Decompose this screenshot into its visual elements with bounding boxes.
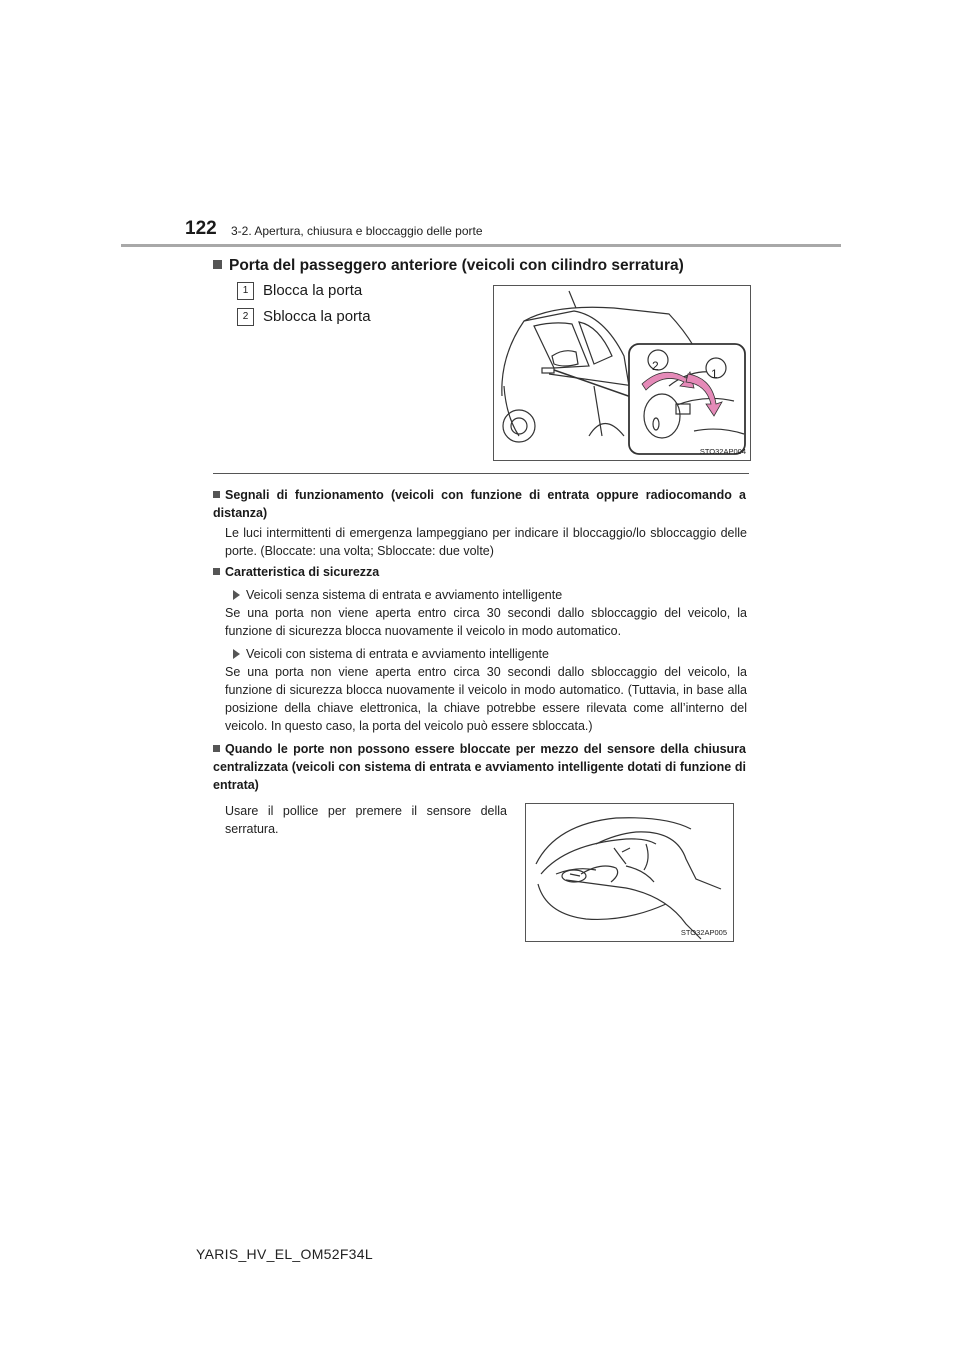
section-header-title: 3-2. Apertura, chiusura e bloccaggio delle porte	[231, 224, 483, 238]
note-heading-sensor	[213, 740, 746, 794]
note-heading-safety	[213, 563, 746, 581]
note-body-safety-2: Se una porta non viene aperta entro circa 30 secondi dallo sbloccaggio del veicolo, la funzione di sicurezza blocca nuovamente il veicolo in modo automatico. (Tuttavia, in base alla posizione della chiave elettronica, la chiave potrebbe essere rilevata come all’interno del veicolo. In questo caso, la porta del veicolo può essere sbloccata.)	[225, 665, 747, 733]
section-heading-text: Porta del passeggero anteriore (veicoli con cilindro serratura)	[229, 257, 684, 274]
callout-label: 2	[652, 359, 659, 373]
hand-door-handle-icon	[526, 804, 733, 941]
step-label: Sblocca la porta	[263, 308, 371, 325]
callout-label: 1	[711, 367, 718, 381]
note-heading-signals	[213, 486, 746, 522]
condition-with-smart-entry	[233, 645, 549, 663]
square-bullet-icon	[213, 260, 222, 269]
note-body-sensor: Usare il pollice per premere il sensore della serratura.	[225, 804, 507, 836]
note-body-signals: Le luci intermittenti di emergenza lampeggiano per indicare il bloccaggio/lo sbloccaggio delle porte. (Bloccate: una volta; Sbloccate: due volte)	[225, 526, 747, 558]
step-label: Blocca la porta	[263, 282, 363, 299]
condition-without-smart-entry	[233, 586, 562, 604]
figure-code: STO32AP005	[680, 928, 727, 937]
square-bullet-icon	[213, 491, 220, 498]
note-heading-text: Caratteristica di sicurezza	[225, 565, 380, 579]
footer-model-code: YARIS_HV_EL_OM52F34L	[196, 1246, 373, 1262]
step-lock	[237, 282, 362, 300]
section-heading	[213, 257, 684, 275]
lock-sensor-illustration	[525, 803, 734, 942]
triangle-bullet-icon	[233, 590, 240, 600]
step-number-badge: 1	[237, 282, 254, 300]
door-key-cylinder-illustration	[493, 285, 751, 461]
page-number: 122	[185, 218, 217, 239]
condition-label: Veicoli senza sistema di entrata e avviamento intelligente	[246, 588, 563, 602]
figure-code: STO32AP004	[699, 447, 746, 456]
note-heading-text: Segnali di funzionamento (veicoli con funzione di entrata oppure radiocomando a distanza)	[213, 488, 746, 520]
header-divider	[121, 244, 841, 247]
step-unlock	[237, 308, 371, 326]
condition-label: Veicoli con sistema di entrata e avviamento intelligente	[246, 647, 549, 661]
note-heading-text: Quando le porte non possono essere bloccate per mezzo del sensore della chiusura centralizzata (veicoli con sistema di entrata e avviamento intelligente dotati di funzione di entrata)	[213, 742, 746, 792]
triangle-bullet-icon	[233, 649, 240, 659]
step-number-badge: 2	[237, 308, 254, 326]
note-body-safety-1: Se una porta non viene aperta entro circa 30 secondi dallo sbloccaggio del veicolo, la funzione di sicurezza blocca nuovamente il veicolo in modo automatico.	[225, 606, 747, 638]
square-bullet-icon	[213, 568, 220, 575]
square-bullet-icon	[213, 745, 220, 752]
section-divider	[213, 473, 749, 474]
